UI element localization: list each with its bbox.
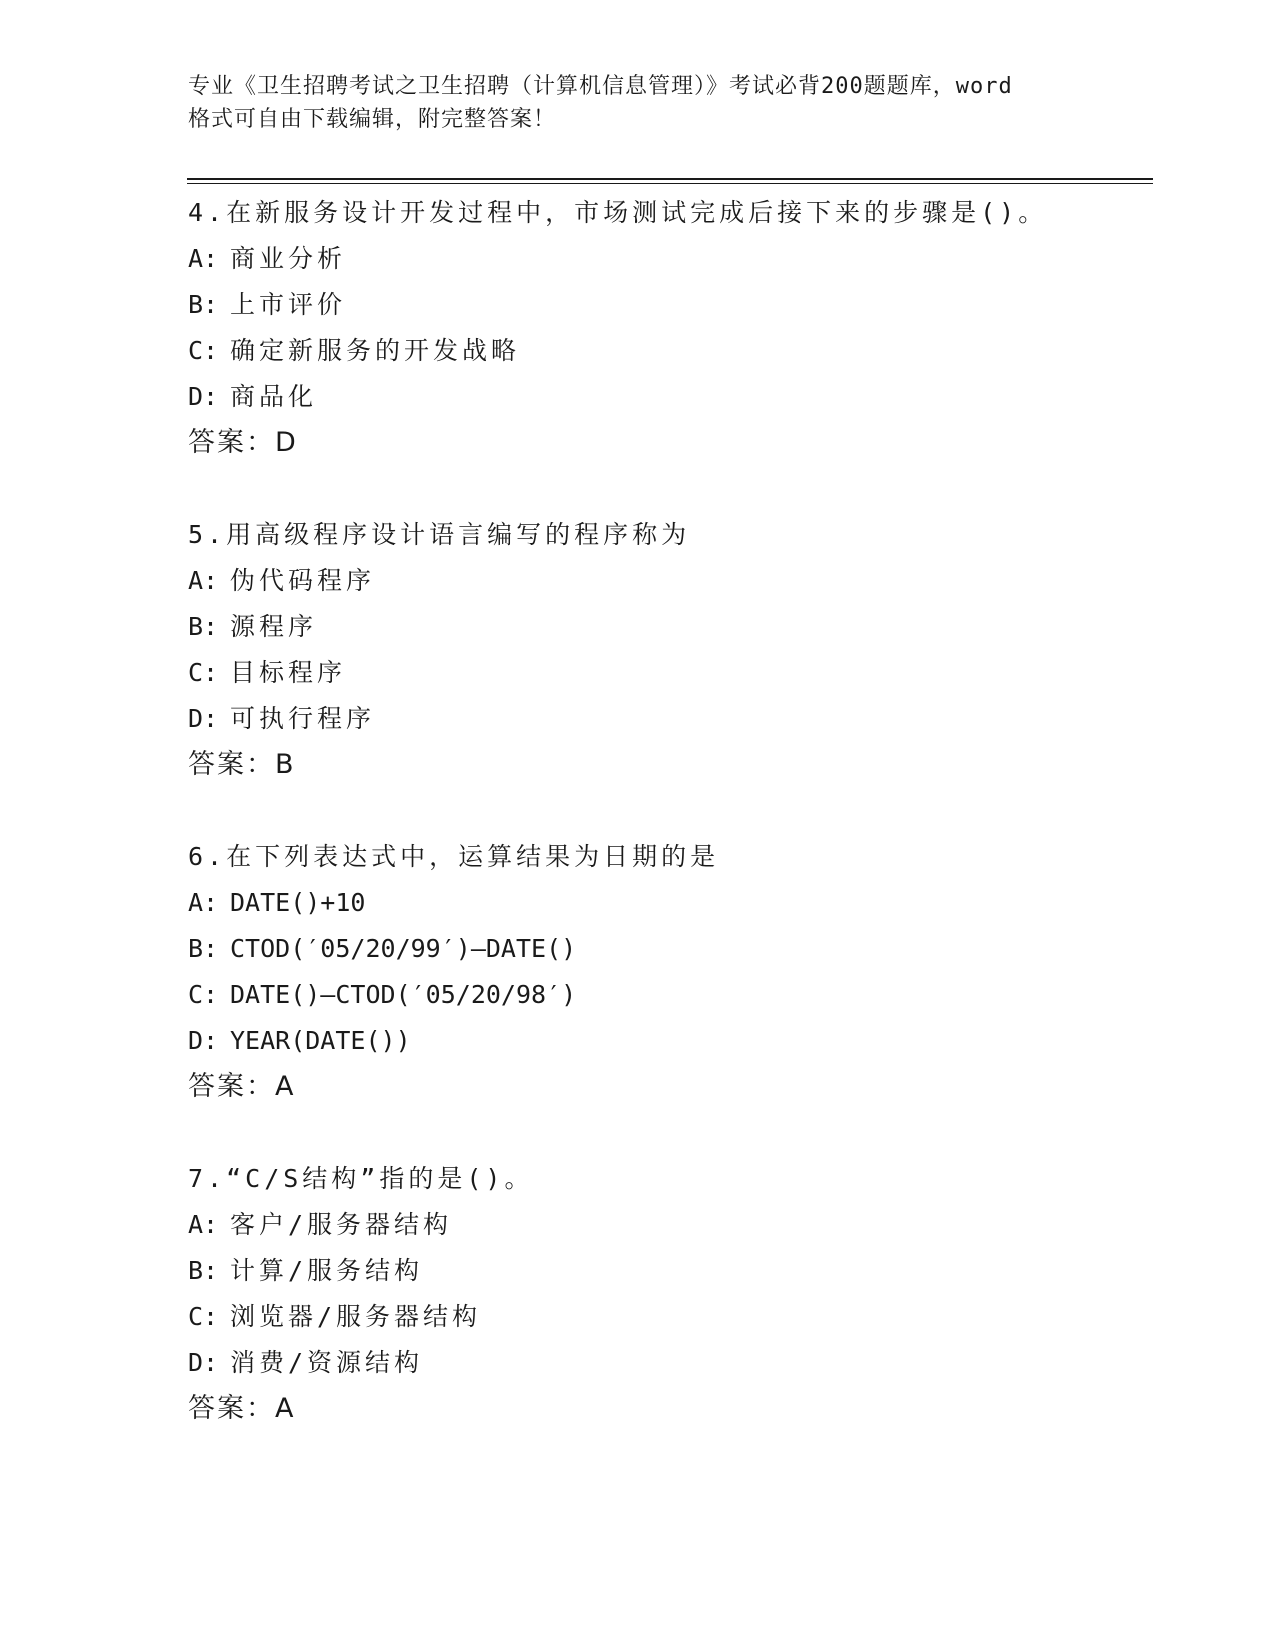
option-text: DATE()—CTOD(′05/20/98′) [230,980,577,1009]
question-stem: 6.在下列表达式中，运算结果为日期的是 [188,842,720,871]
option-c [188,1294,1148,1340]
option-a [188,880,1148,926]
option-d [188,1018,1148,1064]
option-text: 商品化 [230,382,318,411]
option-key: A: [188,888,219,917]
option-key: C: [188,336,219,365]
option-d [188,1340,1148,1386]
document-header [188,70,1088,136]
option-text: 目标程序 [230,658,347,687]
option-text: 商业分析 [230,244,347,273]
option-key: C: [188,1302,219,1331]
header-line-2: 格式可自由下载编辑，附完整答案！ [188,107,557,132]
header-line-1: 专业《卫生招聘考试之卫生招聘（计算机信息管理）》考试必背200题题库，word [188,74,1013,99]
answer-label: 答案：A [188,1071,296,1102]
option-key: A: [188,244,219,273]
question-7 [188,1156,1148,1432]
option-d [188,696,1148,742]
option-text: 客户/服务器结构 [230,1210,453,1239]
option-key: D: [188,1026,219,1055]
answer-label: 答案：D [188,427,298,458]
option-a [188,558,1148,604]
option-text: CTOD(′05/20/99′)—DATE() [230,934,577,963]
option-c [188,972,1148,1018]
option-key: B: [188,934,219,963]
option-key: B: [188,1256,219,1285]
option-key: B: [188,612,219,641]
option-key: C: [188,658,219,687]
option-text: 可执行程序 [230,704,376,733]
question-stem: 5.用高级程序设计语言编写的程序称为 [188,520,691,549]
option-text: 上市评价 [230,290,347,319]
option-text: 消费/资源结构 [230,1348,424,1377]
option-c [188,328,1148,374]
option-text: 伪代码程序 [230,566,376,595]
option-text: 确定新服务的开发战略 [230,336,521,365]
question-list [188,190,1148,1478]
question-stem: 7.“C/S结构”指的是()。 [188,1164,534,1193]
option-text: YEAR(DATE()) [230,1026,411,1055]
option-c [188,650,1148,696]
option-key: D: [188,382,219,411]
option-key: B: [188,290,219,319]
option-key: A: [188,1210,219,1239]
option-d [188,374,1148,420]
option-key: D: [188,1348,219,1377]
option-b [188,282,1148,328]
option-key: A: [188,566,219,595]
answer-label: 答案：B [188,749,296,780]
option-a [188,1202,1148,1248]
option-b [188,604,1148,650]
option-key: C: [188,980,219,1009]
question-4 [188,190,1148,466]
option-b [188,926,1148,972]
question-6 [188,834,1148,1110]
question-5 [188,512,1148,788]
option-text: 计算/服务结构 [230,1256,424,1285]
answer-label: 答案：A [188,1393,296,1424]
option-text: 浏览器/服务器结构 [230,1302,482,1331]
option-key: D: [188,704,219,733]
option-text: DATE()+10 [230,888,366,917]
header-divider-thin [187,183,1153,184]
option-a [188,236,1148,282]
option-b [188,1248,1148,1294]
option-text: 源程序 [230,612,318,641]
header-divider-thick [187,178,1153,180]
question-stem: 4.在新服务设计开发过程中，市场测试完成后接下来的步骤是()。 [188,198,1048,227]
